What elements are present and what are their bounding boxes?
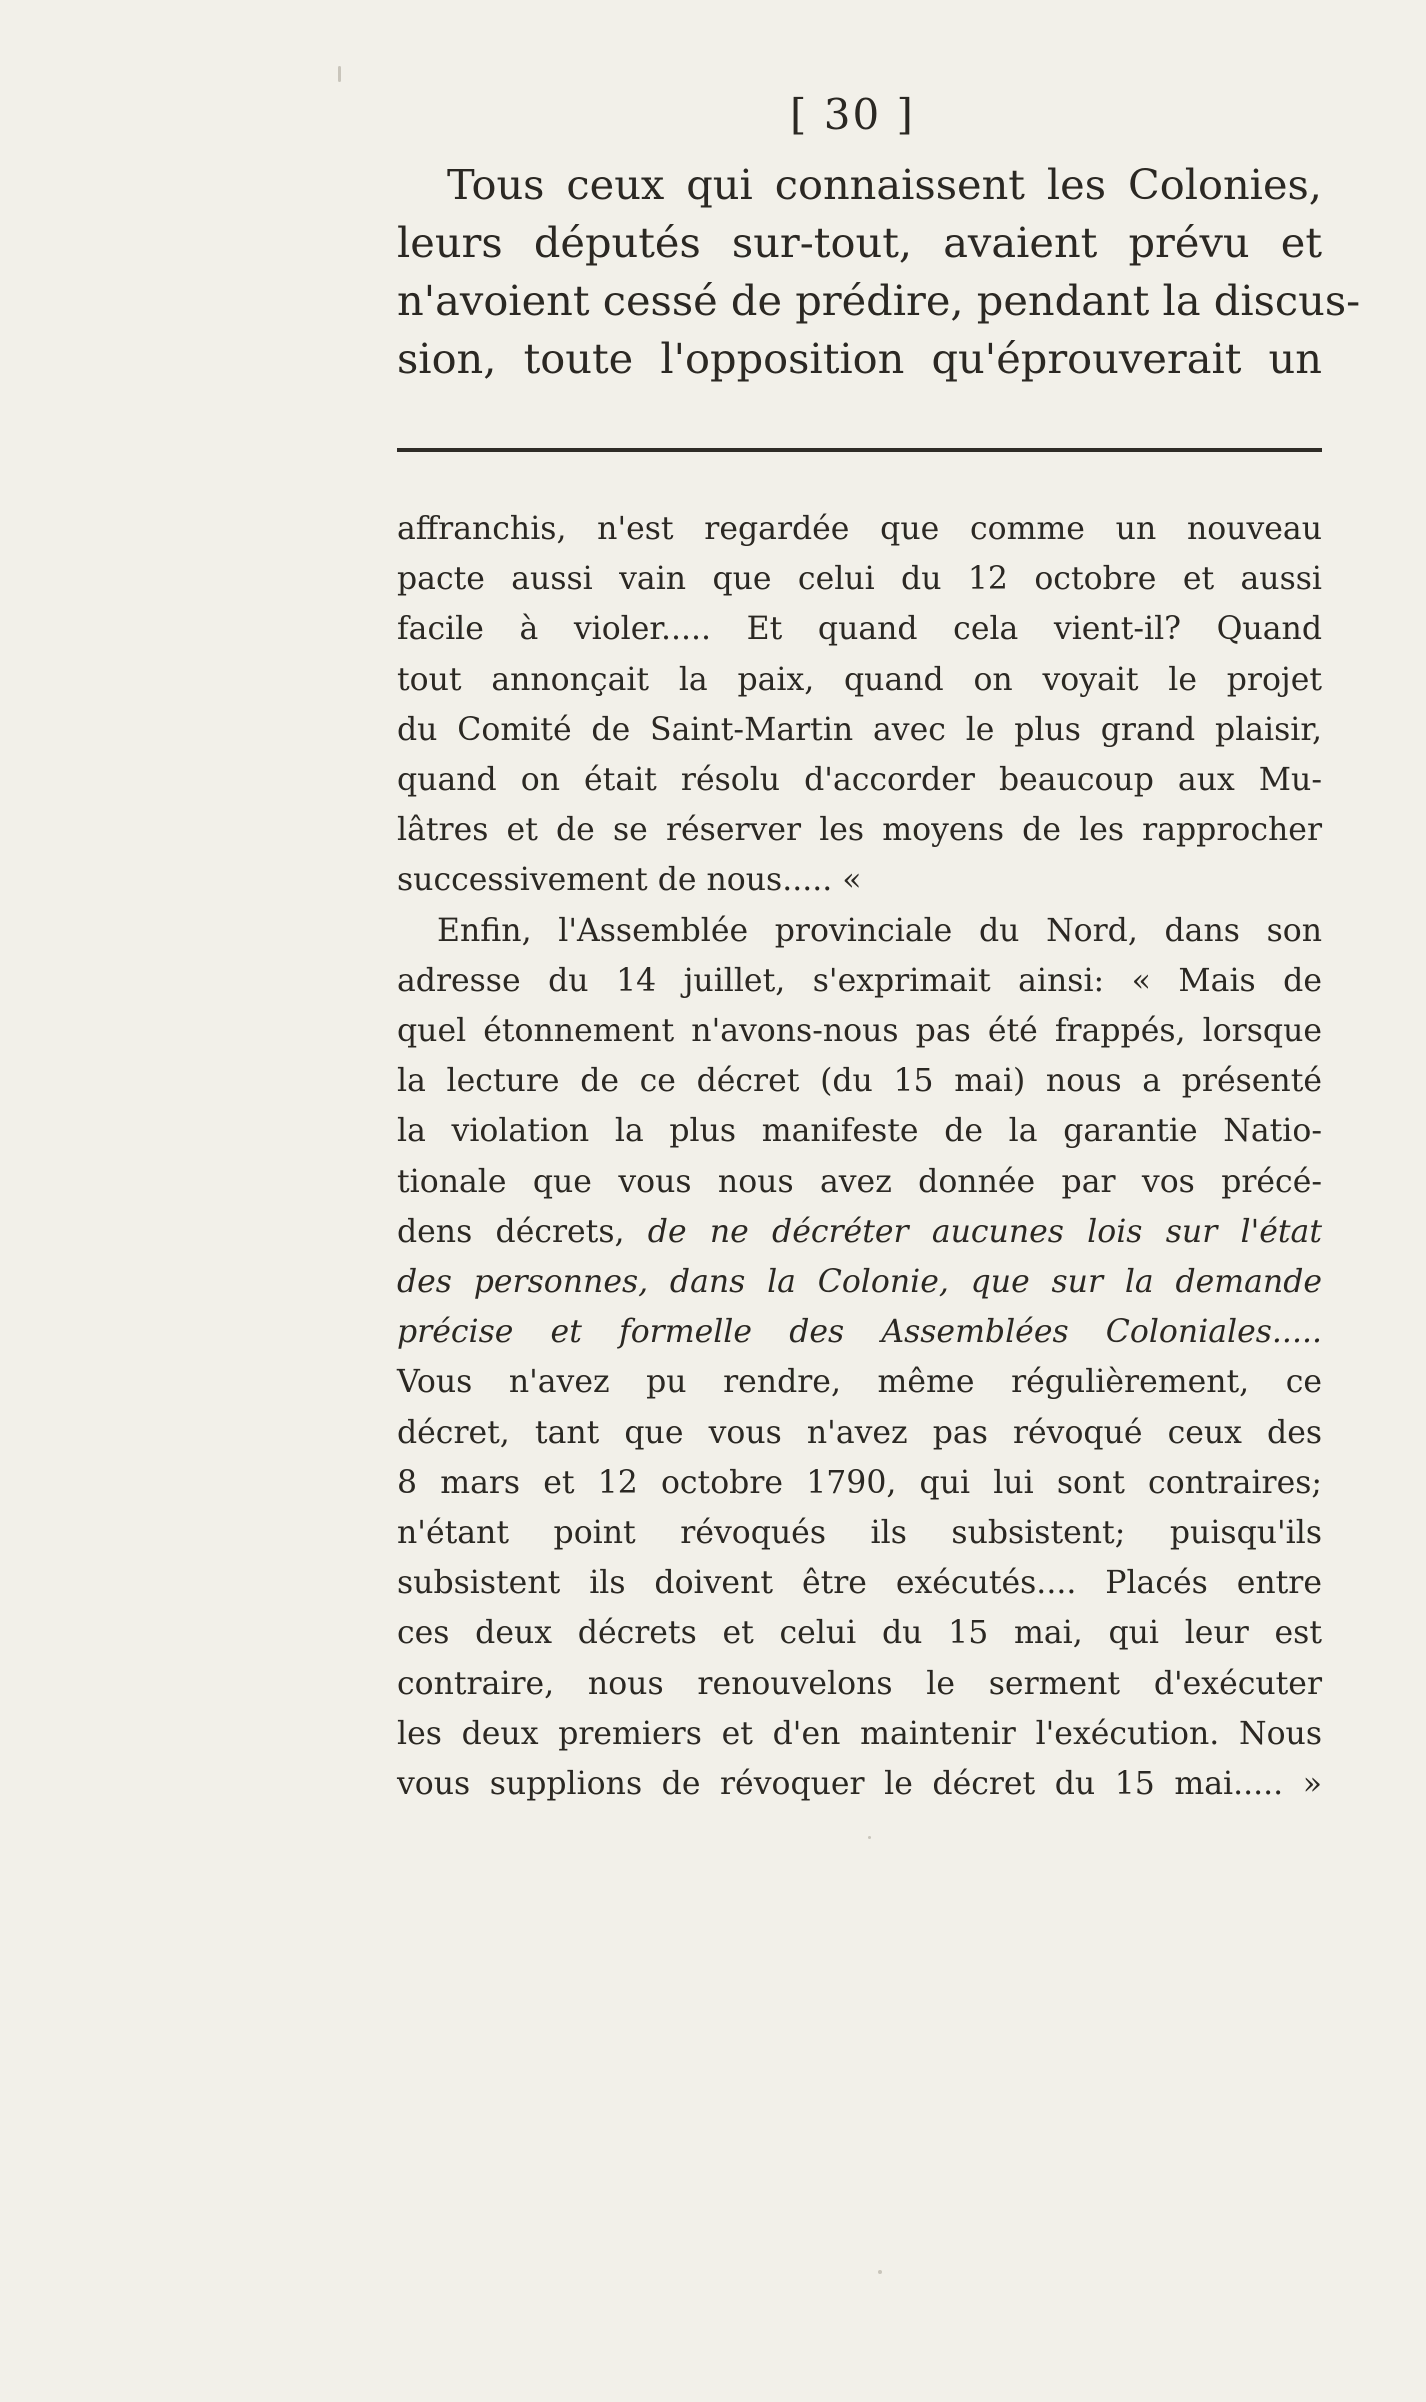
page-number: [ 30 ] xyxy=(790,90,915,139)
footnote-line: les deux premiers et d'en maintenir l'exécution. Nous xyxy=(397,1715,1322,1752)
footnote-line: Enfin, l'Assemblée provinciale du Nord, dans son xyxy=(437,912,1322,949)
paper-speck xyxy=(878,2270,882,2274)
footnote-italic-quote: de ne décréter aucunes lois sur l'état xyxy=(647,1213,1322,1250)
footnote-plain-text: dens décrets, xyxy=(397,1213,648,1250)
footnote-line: 8 mars et 12 octobre 1790, qui lui sont contraires; xyxy=(397,1464,1322,1501)
main-text-line: sion, toute l'opposition qu'éprouverait un xyxy=(397,334,1322,383)
footnote-line: Vous n'avez pu rendre, même régulièrement, ce xyxy=(397,1364,1322,1401)
footnote-line xyxy=(397,1257,1322,1307)
footnote-line-mixed xyxy=(397,1207,1322,1257)
footnote-rule xyxy=(397,448,1322,452)
footnote-line: ces deux décrets et celui du 15 mai, qui leur est xyxy=(397,1615,1322,1652)
footnote-line: quel étonnement n'avons-nous pas été frappés, lorsque xyxy=(397,1013,1322,1050)
footnote-line: tionale que vous nous avez donnée par vos précé- xyxy=(397,1163,1322,1200)
footnote-line: contraire, nous renouvelons le serment d'exécuter xyxy=(397,1665,1322,1702)
footnote-line: subsistent ils doivent être exécutés.... Placés entre xyxy=(397,1565,1322,1602)
main-text-line: Tous ceux qui connaissent les Colonies, xyxy=(447,160,1322,209)
footnote-line: successivement de nous..... « xyxy=(397,862,862,899)
paper-speck xyxy=(338,66,341,82)
footnote-line: affranchis, n'est regardée que comme un nouveau xyxy=(397,511,1322,547)
footnote-line: vous supplions de révoquer le décret du 15 mai..... » xyxy=(397,1766,1322,1803)
footnote-line: adresse du 14 juillet, s'exprimait ainsi: « Mais de xyxy=(397,962,1322,999)
footnote-italic-quote: des personnes, dans la Colonie, que sur la demande xyxy=(397,1264,1322,1301)
footnote-line: n'étant point révoqués ils subsistent; puisqu'ils xyxy=(397,1515,1322,1552)
footnote-line xyxy=(397,1307,1322,1357)
paper-speck xyxy=(868,1836,871,1839)
main-text-line: leurs députés sur-tout, avaient prévu et xyxy=(397,218,1322,267)
footnote-line: lâtres et de se réserver les moyens de les rapprocher xyxy=(397,812,1322,849)
footnote-text xyxy=(397,504,1322,1809)
footnote-line: quand on était résolu d'accorder beaucoup aux Mu- xyxy=(397,762,1322,799)
footnote-line: facile à violer..... Et quand cela vient-il? Quand xyxy=(397,611,1322,648)
footnote-italic-quote: précise et formelle des Assemblées Coloniales..... xyxy=(397,1314,1322,1351)
footnote-line: du Comité de Saint-Martin avec le plus grand plaisir, xyxy=(397,711,1322,748)
footnote-line: la violation la plus manifeste de la garantie Natio- xyxy=(397,1113,1322,1150)
footnote-line: la lecture de ce décret (du 15 mai) nous a présenté xyxy=(397,1063,1322,1100)
main-text xyxy=(397,156,1361,388)
footnote-line: décret, tant que vous n'avez pas révoqué ceux des xyxy=(397,1414,1322,1451)
main-text-line: n'avoient cessé de prédire, pendant la discus- xyxy=(397,276,1361,325)
footnote-line: pacte aussi vain que celui du 12 octobre et aussi xyxy=(397,561,1322,598)
footnote-line: tout annonçait la paix, quand on voyait le projet xyxy=(397,661,1322,698)
